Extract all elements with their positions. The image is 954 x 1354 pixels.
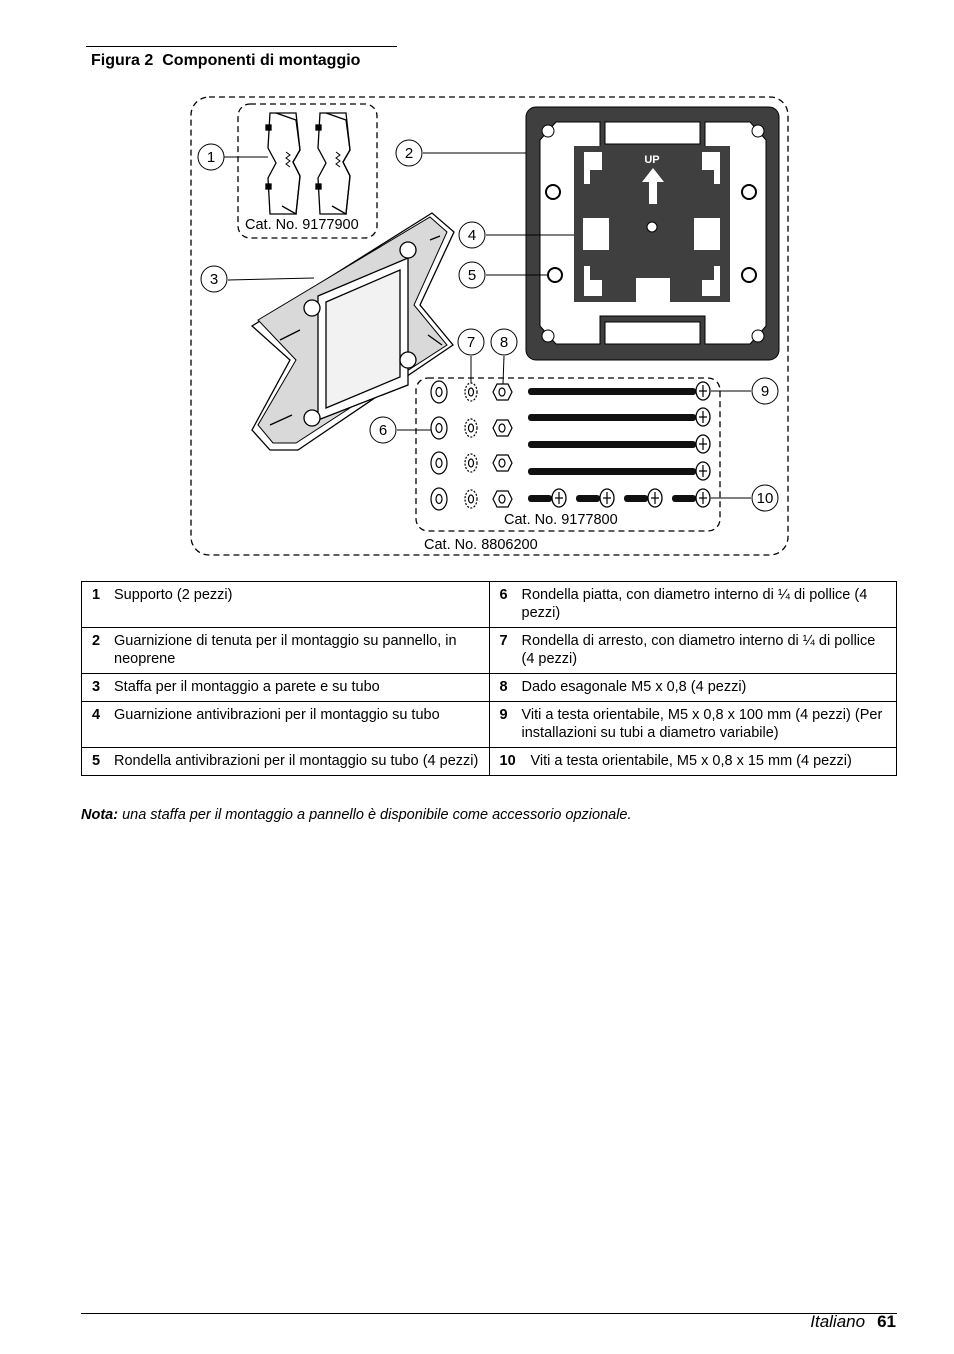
wall-pipe-bracket (252, 213, 454, 450)
svg-text:10: 10 (756, 490, 774, 507)
legend-cell (82, 674, 490, 702)
svg-text:1: 1 (206, 149, 216, 166)
legend-cell (489, 674, 897, 702)
item-number: 7 (499, 633, 508, 649)
item-number: 3 (92, 679, 101, 695)
long-screw (528, 382, 710, 400)
long-screw (528, 462, 710, 480)
short-screw (576, 489, 614, 507)
footer-language: Italiano (810, 1312, 866, 1331)
item-number: 6 (499, 587, 508, 603)
short-screw (672, 489, 710, 507)
table-row (82, 628, 897, 674)
item-description: Guarnizione antivibrazioni per il montaggio su tubo (114, 707, 440, 723)
table-row (82, 702, 897, 748)
legend-cell (82, 702, 490, 748)
table-row (82, 674, 897, 702)
bracket-part (316, 113, 350, 214)
callout-3 (201, 266, 227, 292)
note-label: Nota: (81, 807, 119, 823)
legend-cell (489, 582, 897, 628)
svg-text:4: 4 (467, 227, 477, 244)
item-number: 9 (499, 707, 508, 723)
legend-cell (489, 628, 897, 674)
callout-10 (752, 485, 778, 511)
hardware-items (431, 381, 512, 510)
svg-text:5: 5 (467, 267, 477, 284)
note (81, 807, 632, 823)
item-description: Dado esagonale M5 x 0,8 (4 pezzi) (521, 679, 747, 695)
item-number: 1 (92, 587, 101, 603)
legend-cell (489, 748, 897, 776)
item-number: 4 (92, 707, 101, 723)
up-marking: UP (644, 154, 660, 166)
cat-label-kit: Cat. No. 8806200 (424, 537, 538, 553)
lock-washers (465, 383, 477, 508)
item-description: Viti a testa orientabile, M5 x 0,8 x 100 mm (4 pezzi) (Per installazioni su tubi a diametro variabile) (521, 707, 883, 741)
bracket-parts (266, 113, 350, 214)
flat-washers (431, 381, 447, 510)
callout-8 (491, 329, 517, 355)
item-description: Supporto (2 pezzi) (114, 587, 233, 603)
svg-text:3: 3 (209, 271, 219, 288)
cat-label-hardware: Cat. No. 9177800 (504, 512, 618, 528)
mounting-components-illustration (0, 0, 954, 570)
callout-2 (396, 140, 422, 166)
hardware-dashed-outline (416, 378, 720, 531)
page-number: 61 (877, 1312, 896, 1331)
figure-caption: Componenti di montaggio (162, 52, 361, 69)
svg-text:6: 6 (378, 422, 388, 439)
callout-1 (198, 144, 224, 170)
svg-text:7: 7 (466, 334, 476, 351)
short-screws (528, 489, 710, 507)
svg-text:2: 2 (404, 145, 414, 162)
svg-text:8: 8 (499, 334, 509, 351)
short-screw (528, 489, 566, 507)
legend-cell (82, 582, 490, 628)
long-screws (528, 382, 710, 480)
cat-label-brackets: Cat. No. 9177900 (245, 217, 359, 233)
callout-7 (458, 329, 484, 355)
bracket-part (266, 113, 300, 214)
short-screw (624, 489, 662, 507)
long-screw (528, 435, 710, 453)
item-description: Rondella antivibrazioni per il montaggio su tubo (4 pezzi) (114, 753, 479, 769)
legend-cell (489, 702, 897, 748)
callout-6 (370, 417, 396, 443)
callout-5 (459, 262, 485, 288)
item-description: Rondella di arresto, con diametro interno di ¼ di pollice (4 pezzi) (521, 633, 876, 667)
item-description: Viti a testa orientabile, M5 x 0,8 x 15 mm (4 pezzi) (530, 753, 852, 769)
callout-9 (752, 378, 778, 404)
item-description: Staffa per il montaggio a parete e su tubo (114, 679, 380, 695)
item-description: Rondella piatta, con diametro interno di ¼ di pollice (4 pezzi) (521, 587, 868, 621)
table-row (82, 748, 897, 776)
footer-rule (81, 1313, 897, 1314)
page-footer (810, 1312, 896, 1332)
long-screw (528, 408, 710, 426)
item-description: Guarnizione di tenuta per il montaggio su pannello, in neoprene (114, 633, 457, 667)
item-number: 10 (499, 753, 516, 769)
item-number: 2 (92, 633, 101, 649)
table-row (82, 582, 897, 628)
legend-cell (82, 628, 490, 674)
hex-nuts (493, 384, 512, 507)
figure-number: Figura 2 (91, 52, 154, 69)
item-number: 8 (499, 679, 508, 695)
svg-text:9: 9 (760, 383, 770, 400)
callout-4 (459, 222, 485, 248)
item-number: 5 (92, 753, 101, 769)
legend-cell (82, 748, 490, 776)
legend-table (81, 581, 897, 776)
note-text: una staffa per il montaggio a pannello è disponibile come accessorio opzionale. (118, 807, 632, 823)
panel-gasket (526, 107, 779, 360)
